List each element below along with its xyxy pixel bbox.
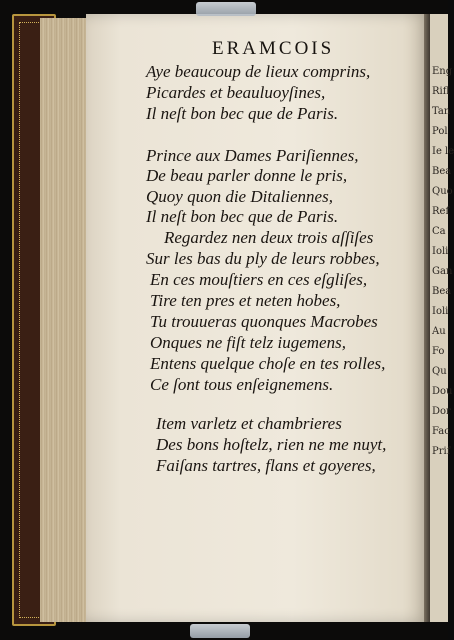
verse-line: Quoy quon die Ditaliennes,: [146, 187, 333, 206]
facing-page-line: Ioli: [432, 246, 449, 257]
facing-page-line: Fo: [432, 346, 445, 357]
running-head: ERAMCOIS: [212, 38, 335, 59]
facing-page-line: Dou: [432, 386, 453, 397]
verse-line: Aye beaucoup de lieux comprins,: [146, 62, 371, 81]
facing-page-line: Ie le: [432, 146, 454, 157]
facing-page-line: Eng: [432, 66, 453, 77]
verse-line: Picardes et beauluoyſines,: [146, 83, 326, 102]
facing-page-fragment: [430, 14, 454, 622]
page-edges: [40, 18, 92, 622]
facing-page-line: Gan: [432, 266, 453, 277]
verse-line: Entens quelque choſe en tes rolles,: [150, 354, 386, 373]
verse-line: Regardez nen deux trois aſſiſes: [164, 228, 374, 247]
facing-page-line: Fac: [432, 426, 450, 437]
facing-page-line: Qu: [432, 366, 447, 377]
verse-line: Ce ſont tous enſeignemens.: [150, 375, 334, 394]
facing-page-line: Ioli: [432, 306, 449, 317]
facing-page-line: Prif: [432, 446, 451, 457]
facing-page-line: Tan: [432, 106, 451, 117]
verse-line: Item varletz et chambrieres: [156, 414, 342, 433]
facing-page-line: Quo: [432, 186, 453, 197]
facing-page-line: Ca: [432, 226, 446, 237]
verse-line: Il neſt bon bec que de Paris.: [146, 207, 339, 226]
verse-line: Tire ten pres et neten hobes,: [150, 291, 341, 310]
facing-page-line: Bea: [432, 286, 452, 297]
facing-page-line: Ref: [432, 206, 450, 217]
facing-page-line: Dor: [432, 406, 451, 417]
verse-line: Faiſans tartres, flans et goyeres,: [156, 456, 376, 475]
verse-line: Prince aux Dames Pariſiennes,: [146, 146, 359, 165]
verse-line: Il neſt bon bec que de Paris.: [146, 104, 339, 123]
verse-line: Onques ne fiſt telz iugemens,: [150, 333, 346, 352]
verse-line: De beau parler donne le pris,: [146, 166, 348, 185]
facing-page-line: Bea: [432, 166, 452, 177]
verse-line: En ces mouſtiers en ces eſgliſes,: [150, 270, 368, 289]
facing-page-line: Au: [432, 326, 446, 337]
page-clip-bottom: [190, 624, 250, 638]
facing-page-line: Rifl: [432, 86, 450, 97]
page-clip-top: [196, 2, 256, 16]
verse-line: Des bons hoſtelz, rien ne me nuyt,: [156, 435, 387, 454]
facing-page-line: Pol: [432, 126, 448, 137]
verse-line: Tu trouueras quonques Macrobes: [150, 312, 378, 331]
verse-line: Sur les bas du ply de leurs robbes,: [146, 249, 380, 268]
